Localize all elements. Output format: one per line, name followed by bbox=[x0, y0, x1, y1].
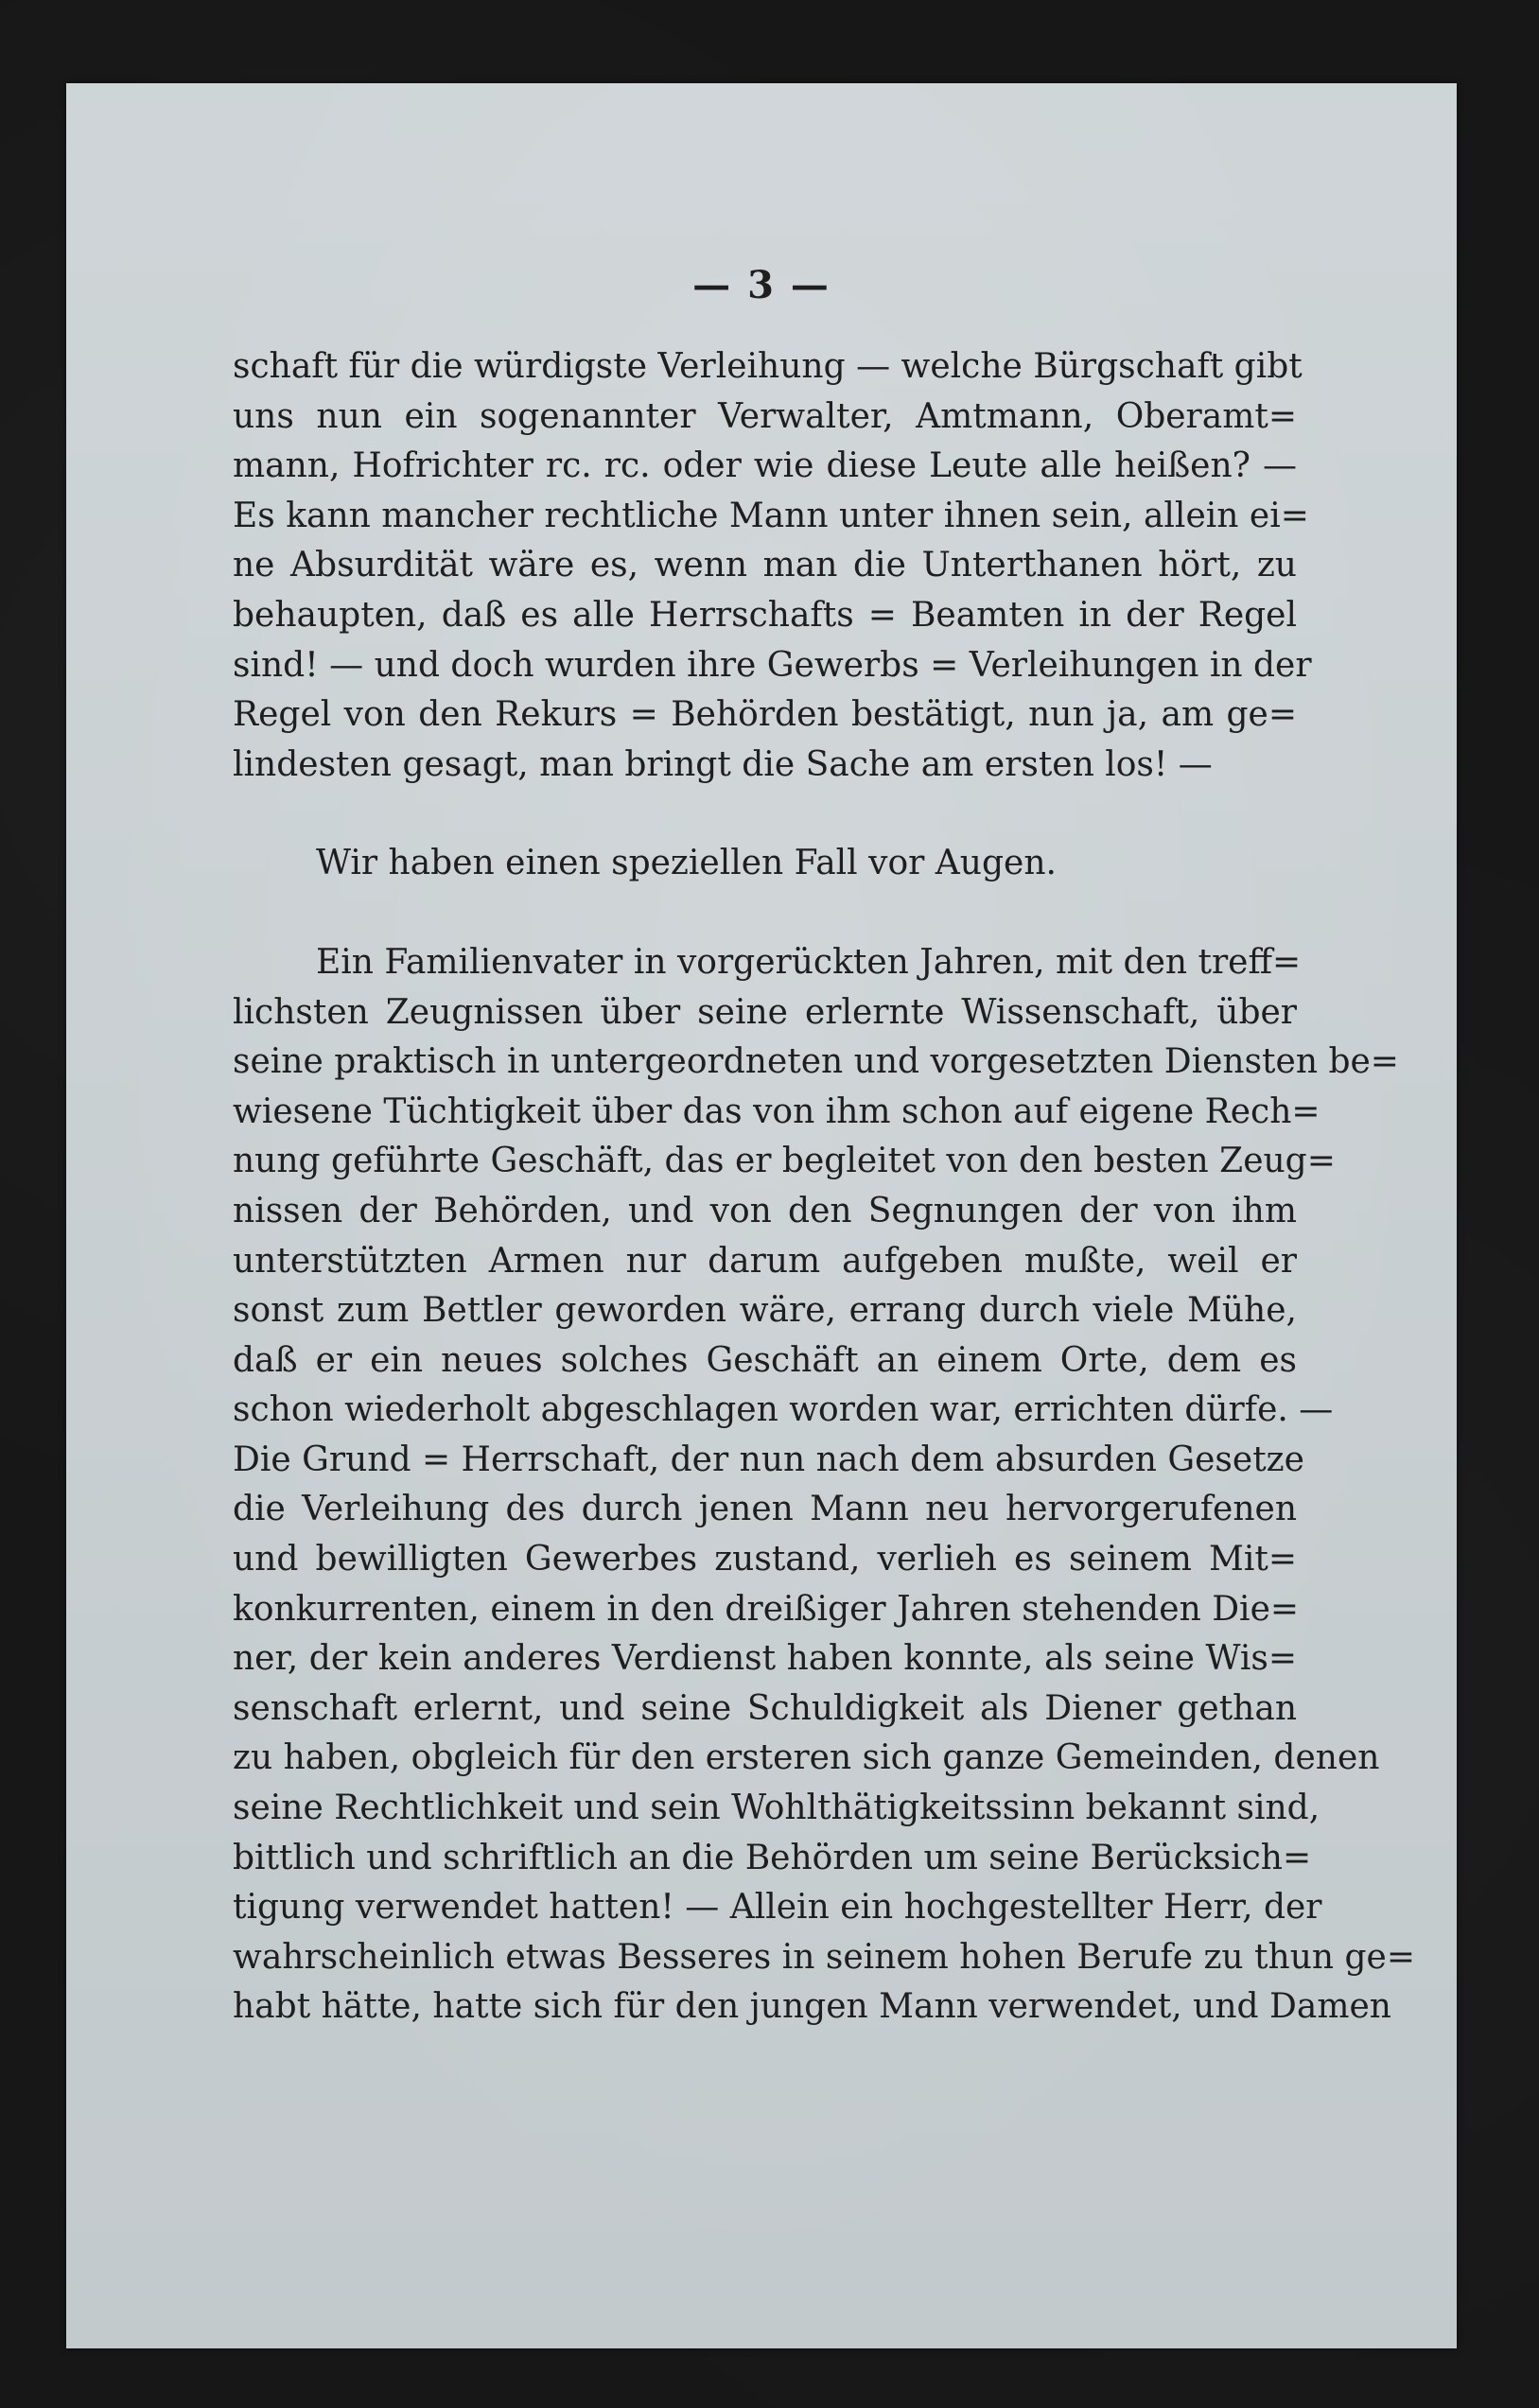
text-line: daß er ein neues solches Geschäft an einem Orte, dem es bbox=[233, 1340, 1297, 1380]
paragraph bbox=[233, 839, 1297, 889]
text-line: sind! — und doch wurden ihre Gewerbs = Verleihungen in der bbox=[233, 645, 1312, 685]
text-line: die Verleihung des durch jenen Mann neu hervorgerufenen bbox=[233, 1490, 1297, 1529]
text-line: seine praktisch in untergeordneten und vorgesetzten Diensten be= bbox=[233, 1042, 1399, 1082]
text-line: wiesene Tüchtigkeit über das von ihm schon auf eigene Rech= bbox=[233, 1091, 1320, 1131]
text-line: Es kann mancher rechtliche Mann unter ihnen sein, allein ei= bbox=[233, 496, 1309, 535]
text-line: zu haben, obgleich für den ersteren sich ganze Gemeinden, denen bbox=[233, 1738, 1380, 1778]
paragraph bbox=[233, 938, 1416, 2033]
paragraph bbox=[233, 342, 1312, 790]
text-line: senschaft erlernt, und seine Schuldigkeit als Diener gethan bbox=[233, 1688, 1297, 1728]
text-line: Regel von den Rekurs = Behörden bestätigt, nun ja, am ge= bbox=[233, 695, 1297, 735]
text-line: wahrscheinlich etwas Besseres in seinem hohen Berufe zu thun ge= bbox=[233, 1937, 1416, 1977]
text-line: und bewilligten Gewerbes zustand, verlieh es seinem Mit= bbox=[233, 1540, 1297, 1579]
text-line: lichsten Zeugnissen über seine erlernte Wissenschaft, über bbox=[233, 992, 1297, 1032]
paragraph-gap bbox=[233, 889, 1297, 938]
text-line: Die Grund = Herrschaft, der nun nach dem absurden Gesetze bbox=[233, 1440, 1304, 1479]
text-line: schaft für die würdigste Verleihung — welche Bürgschaft gibt bbox=[233, 347, 1303, 386]
text-line: habt hätte, hatte sich für den jungen Mann verwendet, und Damen bbox=[233, 1987, 1391, 2027]
text-line: unterstützten Armen nur darum aufgeben mußte, weil er bbox=[233, 1241, 1297, 1281]
text-line: nissen der Behörden, und von den Segnungen der von ihm bbox=[233, 1191, 1297, 1230]
text-line: ne Absurdität wäre es, wenn man die Unterthanen hört, zu bbox=[233, 546, 1297, 585]
text-line: seine Rechtlichkeit und sein Wohlthätigkeitssinn bekannt sind, bbox=[233, 1789, 1320, 1828]
text-line: Wir haben einen speziellen Fall vor Augen. bbox=[316, 844, 1057, 883]
text-line: schon wiederholt abgeschlagen worden war, errichten dürfe. — bbox=[233, 1390, 1334, 1430]
text-line: bittlich und schriftlich an die Behörden um seine Berücksich= bbox=[233, 1838, 1312, 1877]
text-line: lindesten gesagt, man bringt die Sache am ersten los! — bbox=[233, 744, 1213, 784]
text-line: konkurrenten, einem in den dreißiger Jahren stehenden Die= bbox=[233, 1589, 1300, 1629]
text-line: sonst zum Bettler geworden wäre, errang durch viele Mühe, bbox=[233, 1291, 1297, 1331]
body-text bbox=[233, 342, 1416, 2033]
text-line: uns nun ein sogenannter Verwalter, Amtmann, Oberamt= bbox=[233, 396, 1297, 436]
document-page bbox=[66, 83, 1457, 2348]
text-line: ner, der kein anderes Verdienst haben konnte, als seine Wis= bbox=[233, 1639, 1297, 1679]
paragraph-gap bbox=[233, 790, 1297, 839]
text-line: Ein Familienvater in vorgerückten Jahren, mit den treff= bbox=[316, 942, 1302, 982]
text-line: nung geführte Geschäft, das er begleitet von den besten Zeug= bbox=[233, 1142, 1336, 1181]
page-number: — 3 — bbox=[692, 263, 831, 307]
text-line: mann, Hofrichter rc. rc. oder wie diese Leute alle heißen? — bbox=[233, 446, 1297, 486]
text-line: tigung verwendet hatten! — Allein ein hochgestellter Herr, der bbox=[233, 1888, 1322, 1928]
text-line: behaupten, daß es alle Herrschafts = Beamten in der Regel bbox=[233, 595, 1297, 635]
